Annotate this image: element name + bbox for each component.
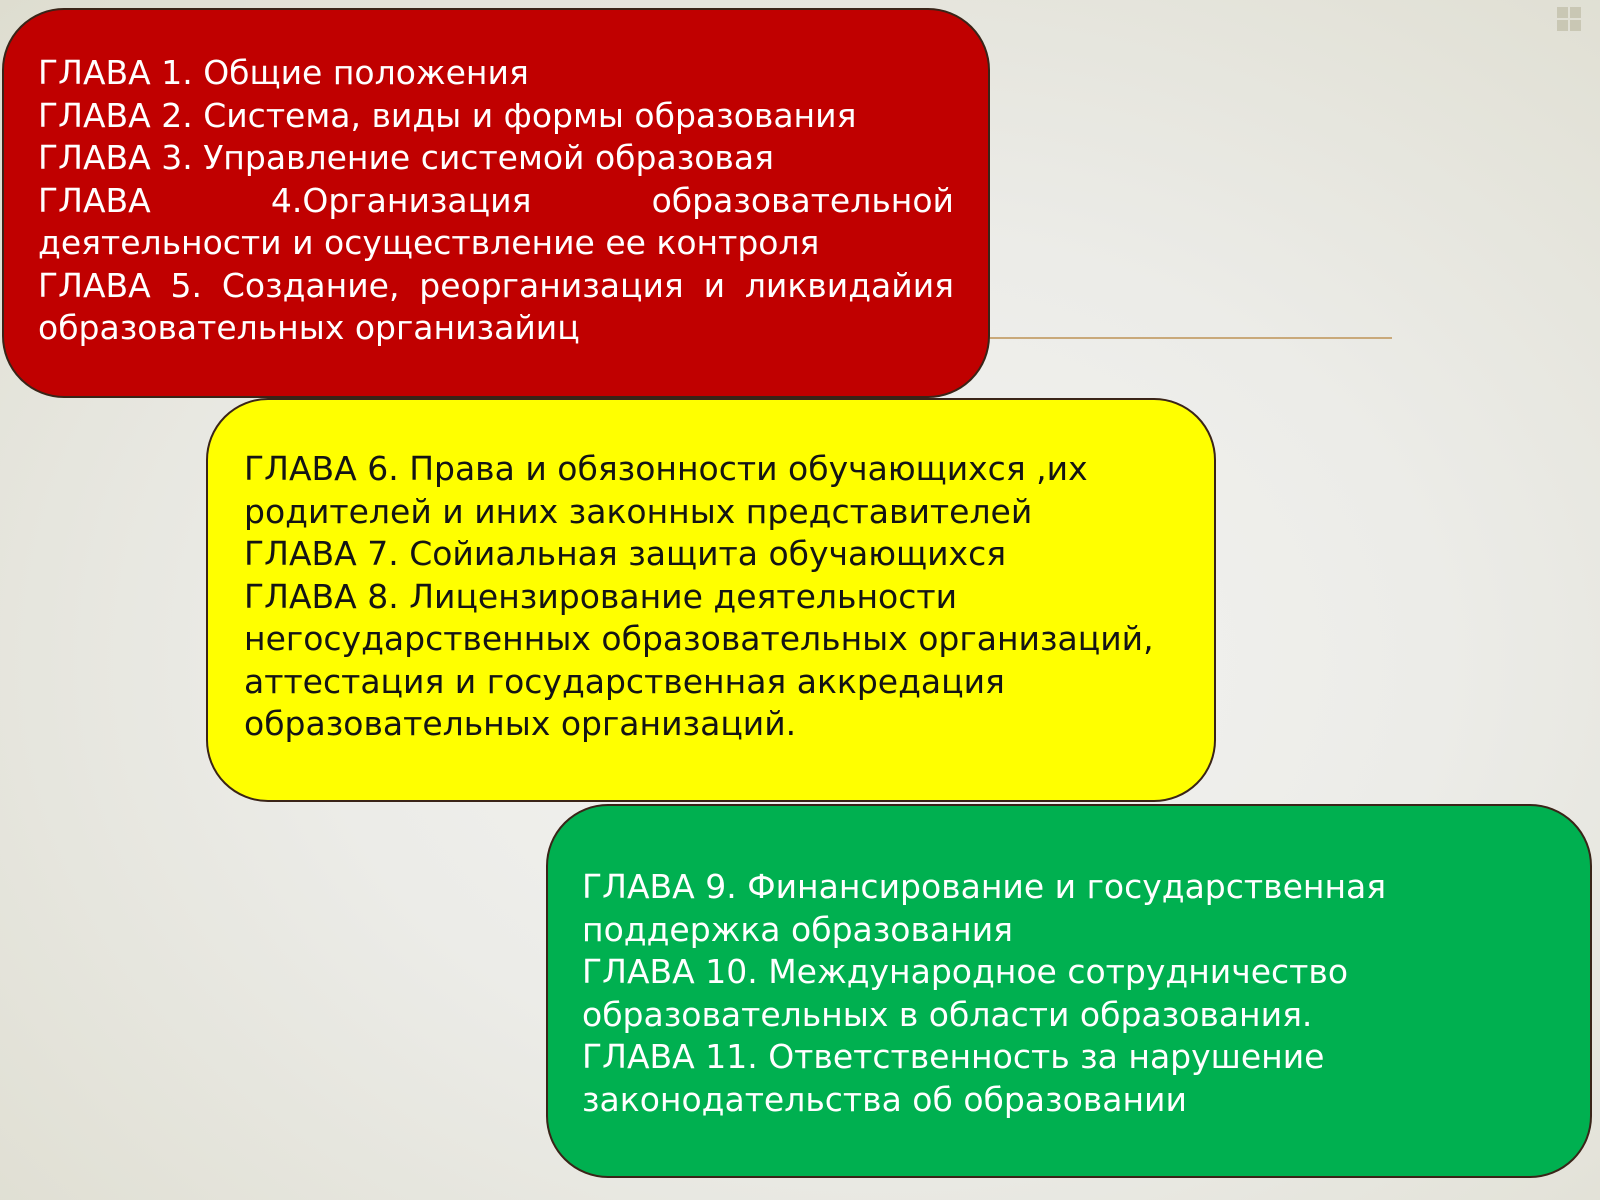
chapter-item: ГЛАВА 9. Финансирование и государственная поддержка образования [582,867,1387,949]
chapter-item: ГЛАВА 10. Международное сотрудничество образовательных в области образования. [582,952,1349,1034]
chapter-list [244,448,1180,746]
chapter-item: ГЛАВА 7. Сойиальная защита обучающихся [244,534,1007,573]
chapters-block-yellow [206,398,1216,802]
chapter-item: ГЛАВА 3. Управление системой образовая [38,138,774,177]
chapter-item: ГЛАВА 5. Создание, реорганизация и ликвидайия образовательных организайиц [38,265,954,347]
chapter-list [582,866,1556,1121]
chapters-block-green [546,804,1592,1178]
accent-divider-line [970,337,1392,339]
chapter-list [38,52,954,350]
chapter-item: ГЛАВА 6. Права и обязонности обучающихся ,их родителей и иних законных представителей [244,449,1088,531]
chapter-item: ГЛАВА 8. Лицензирование деятельности негосударственных образовательных организаций, аттестация и государственная аккредация образовательных организаций. [244,576,1154,743]
chapter-item: ГЛАВА 2. Система, виды и формы образования [38,95,857,135]
bullet-square-icon [1556,6,1582,32]
chapter-item: ГЛАВА 4.Организация образовательной деятельности и осуществление ее контроля [38,180,954,262]
chapter-item: ГЛАВА 11. Ответственность за нарушение законодательства об образовании [582,1037,1325,1119]
chapters-block-red [2,8,990,398]
chapter-item: ГЛАВА 1. Общие положения [38,53,529,92]
